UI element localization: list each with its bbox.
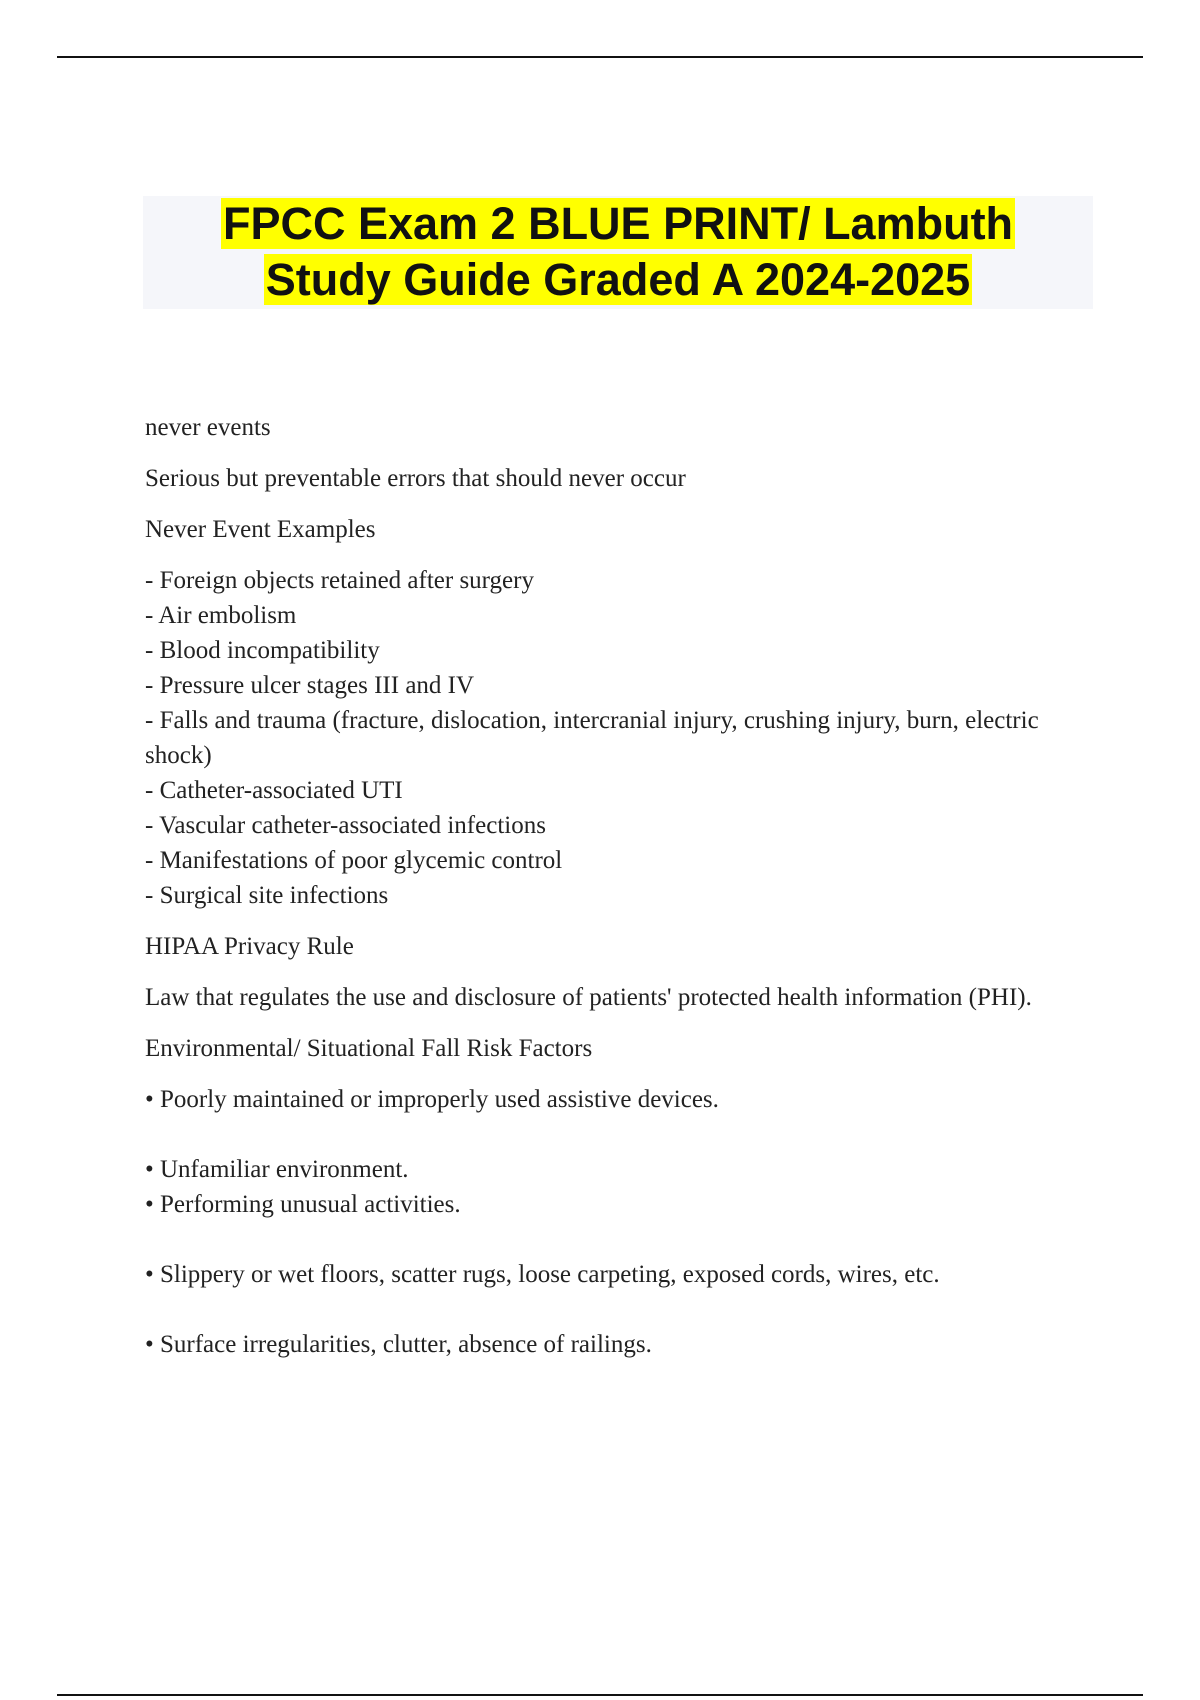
bullet-item: • Slippery or wet floors, scatter rugs, loose carpeting, exposed cords, wires, etc. xyxy=(145,1261,940,1288)
list-item: - Air embolism xyxy=(145,602,297,629)
document-title-box xyxy=(143,196,1093,309)
bullet-item: • Unfamiliar environment. xyxy=(145,1156,409,1183)
top-rule xyxy=(57,56,1143,58)
definition-never-events: Serious but preventable errors that should never occur xyxy=(145,465,686,492)
list-item: - Catheter-associated UTI xyxy=(145,777,403,804)
term-hipaa-privacy-rule: HIPAA Privacy Rule xyxy=(145,933,354,960)
never-event-examples-list xyxy=(145,563,1085,913)
list-item: - Falls and trauma (fracture, dislocation, intercranial injury, crushing injury, burn, electric shock) xyxy=(145,707,1039,769)
title-highlight-1: FPCC Exam 2 BLUE PRINT/ Lambuth xyxy=(222,198,1014,249)
bullet-item: • Performing unusual activities. xyxy=(145,1191,461,1218)
list-item: - Manifestations of poor glycemic control xyxy=(145,847,563,874)
list-item: - Vascular catheter-associated infections xyxy=(145,812,546,839)
document-body xyxy=(145,410,1085,1362)
title-line-1 xyxy=(143,196,1093,252)
bullet-item: • Poorly maintained or improperly used assistive devices. xyxy=(145,1086,719,1113)
title-line-2 xyxy=(143,252,1093,308)
term-fall-risk-factors: Environmental/ Situational Fall Risk Factors xyxy=(145,1035,593,1062)
title-highlight-2: Study Guide Graded A 2024-2025 xyxy=(265,254,971,305)
definition-hipaa-privacy-rule: Law that regulates the use and disclosure of patients' protected health information (PHI). xyxy=(145,984,1032,1011)
term-never-event-examples: Never Event Examples xyxy=(145,516,376,543)
fall-risk-factors-list xyxy=(145,1082,1085,1362)
list-item: - Surgical site infections xyxy=(145,882,389,909)
list-item: - Foreign objects retained after surgery xyxy=(145,567,534,594)
list-item: - Pressure ulcer stages III and IV xyxy=(145,672,475,699)
bullet-item: • Surface irregularities, clutter, absence of railings. xyxy=(145,1331,652,1358)
term-never-events: never events xyxy=(145,414,271,441)
bottom-rule xyxy=(57,1694,1143,1696)
list-item: - Blood incompatibility xyxy=(145,637,380,664)
